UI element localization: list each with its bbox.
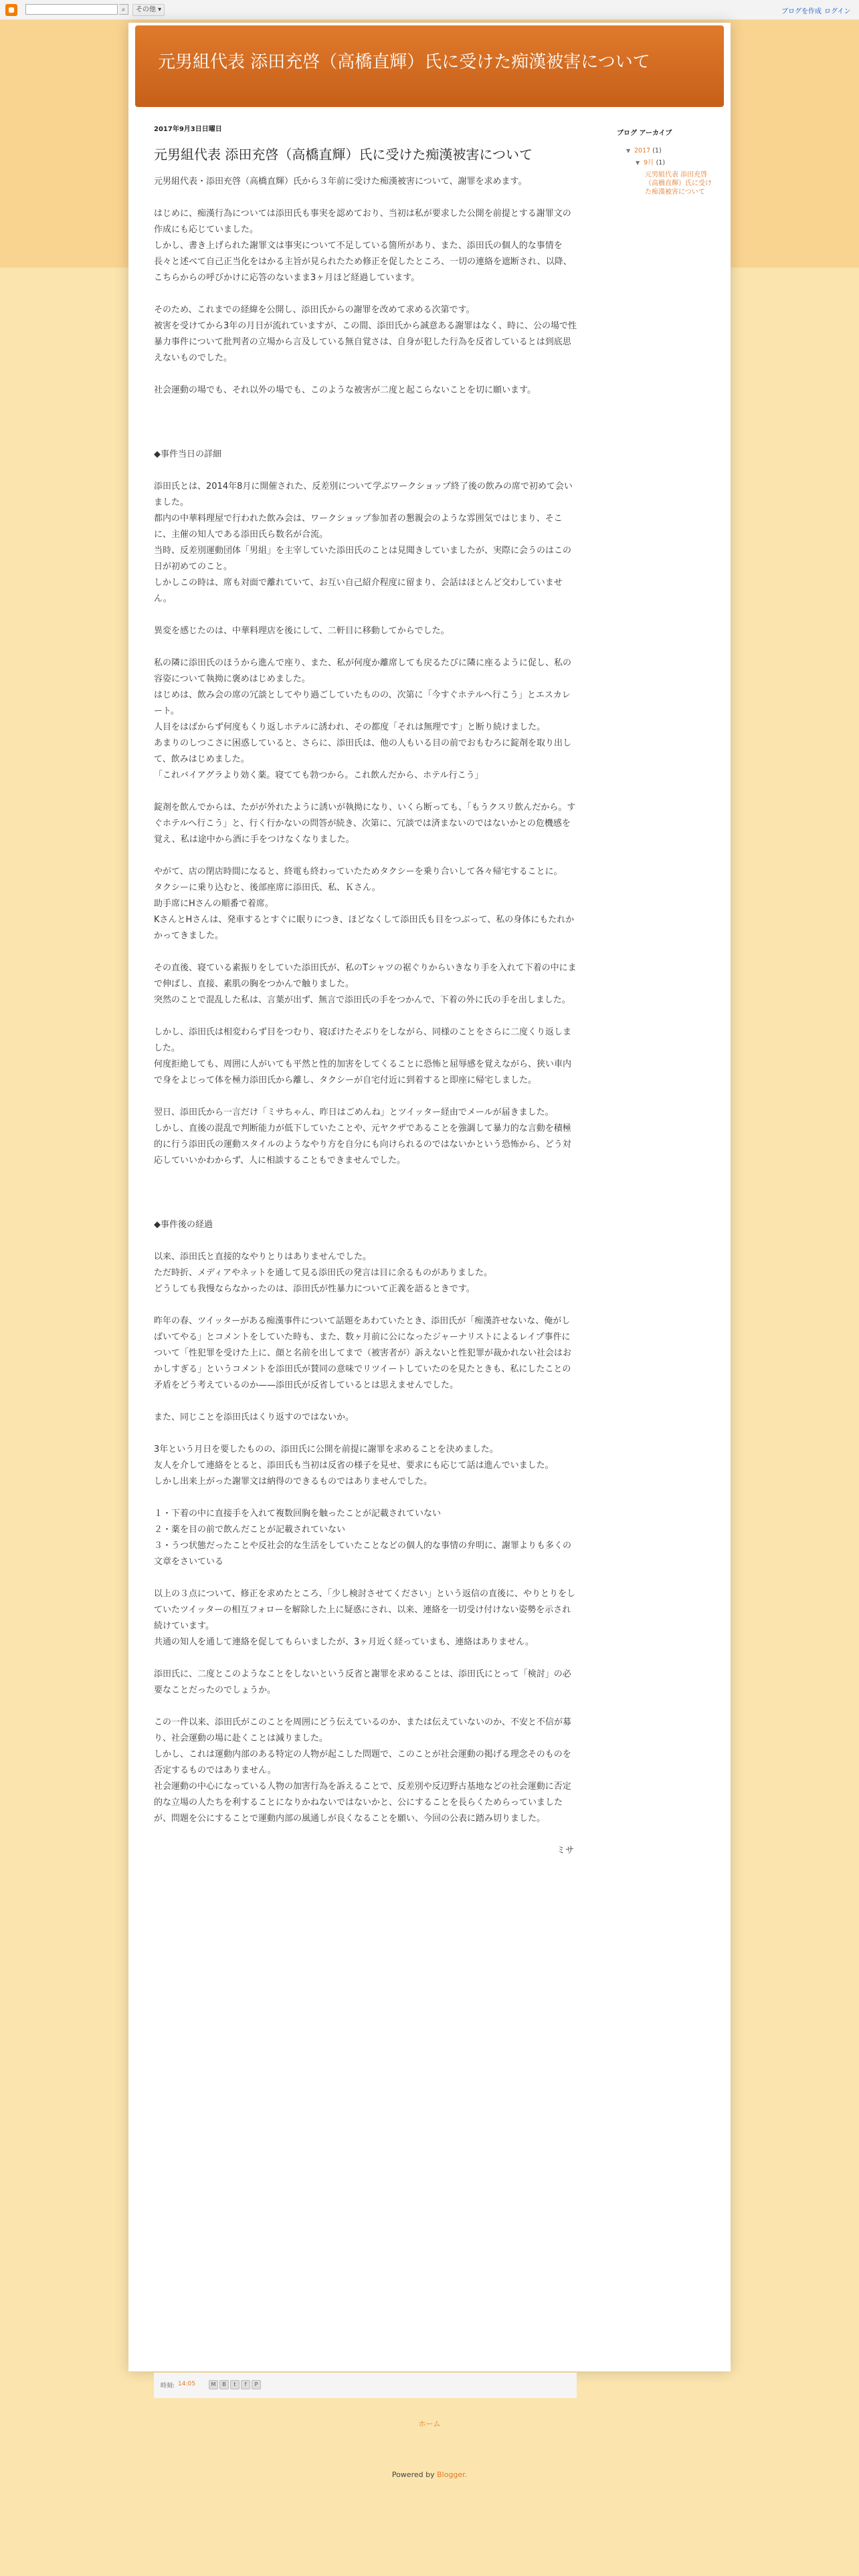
post-paragraph: 異変を感じたのは、中華料理店を後にして、二軒目に移動してからでした。 xyxy=(154,626,450,636)
post-paragraph: そのため、これまでの経緯を公開し、添田氏からの謝罪を改めて求める次第です。 被害を受けてから3年の月日が流れていますが、この間、添田氏から誠意ある謝罪はなく、時に、公の場で性暴力事件について批判者の立場から言及している無自覚さは、自身が犯した行為を反省しているとは到底思えないものでした。 xyxy=(154,305,577,363)
powered-by-text: Powered by xyxy=(391,2470,438,2479)
post-paragraph: はじめに、痴漢行為については添田氏も事実を認めており、当初は私が要求した公開を前提とする謝罪文の作成にも応じていました。 しかし、書き上げられた謝罪文は事実について不足している箇所があり、また、添田氏の個人的な事情を長々と述べて自己正当化をはかる主旨が見られたため修正を促したところ、一切の連絡を遮断され、以降、こちらからの呼びかけに応答のないまま3ヶ月ほど経過しています。 xyxy=(154,209,572,283)
archive-year-count: (1) xyxy=(652,147,662,154)
share-buttons xyxy=(209,2380,261,2389)
post-signature: ミサ xyxy=(556,1846,574,1856)
post-paragraph: また、同じことを添田氏はくり返すのではないか。 xyxy=(154,1412,355,1422)
post-title: 元男組代表 添田充啓（高橋直輝）氏に受けた痴漢被害について xyxy=(154,146,533,163)
post-paragraph: 添田氏とは、2014年8月に開催された、反差別について学ぶワークショップ終了後の飲みの席で初めて会いました。 都内の中華料理屋で行われた飲み会は、ワークショップ参加者の懇親会のような雰囲気ではじまり、そこに、主催の知人である添田氏ら数名が合流。 当時、反差別運動団体「男組」を主宰していた添田氏のことは見聞きしていましたが、実際に会うのはこの日が初めてのこと。 しかしこの時は、席も対面で離れていて、お互い自己紹介程度に留まり、会話はほとんど交わしていません。 xyxy=(154,481,573,604)
twitter-share-icon[interactable]: t xyxy=(230,2380,240,2389)
post-paragraph: この一件以来、添田氏がこのことを周囲にどう伝えているのか、または伝えていないのか、不安と不信が募り、社会運動の場に赴くことは減りました。 しかし、これは運動内部のある特定の人物が起こした問題で、このことが社会運動の掲げる理念そのものを否定するものではありません。 社会運動の中心になっている人物の加害行為を訴えることで、反差別や反辺野古基地などの社会運動に否定的な立場の人たちを利することになりかねないではないかと、公にすることを長らくためらっていましたが、問題を公にすることで運動内部の風通しが良くなることを願い、今回の公表に踏み切りました。 xyxy=(154,1717,572,1824)
post-paragraph: 以上の３点について、修正を求めたところ、「少し検討させてください」という返信の直後に、やりとりをしていたツイッターの相互フォローを解除した上に疑惑にされ、以来、連絡を一切受け付けない姿勢を示され続けています。 共通の知人を通して連絡を促してもらいましたが、3ヶ月近く経っていまも、連絡はありません。 xyxy=(154,1589,575,1647)
blogger-navbar xyxy=(0,0,859,20)
blog-archive-title: ブログ アーカイブ xyxy=(617,130,672,137)
archive-month-count: (1) xyxy=(656,159,666,167)
blog-title[interactable]: 元男組代表 添田充啓（高橋直輝）氏に受けた痴漢被害について xyxy=(158,52,650,72)
post-paragraph: しかし、添田氏は相変わらず目をつむり、寝ぼけたそぶりをしながら、同様のことをさらに二度くり返しました。 何度拒絶しても、周囲に人がいても平然と性的加害をしてくることに恐怖と屈辱感を覚えながら、狭い車内で身をよじって体を極力添田氏から離し、タクシーが自宅付近に到着すると即座に帰宅しました。 xyxy=(154,1027,572,1085)
post-paragraph xyxy=(154,1185,577,1201)
post-paragraph: 3年という月日を要したものの、添田氏に公開を前提に謝罪を求めることを決めました。 友人を介して連絡をとると、添田氏も当初は反省の様子を見せ、要求にも応じて話は進んでいました。 しかし出来上がった謝罪文は納得のできるものではありませんでした。 xyxy=(154,1444,554,1487)
collapse-toggle-icon[interactable]: ▼ xyxy=(636,160,640,166)
archive-post-link[interactable]: 元男組代表 添田充啓（高橋直輝）氏に受けた痴漢被害について xyxy=(645,171,712,196)
home-link[interactable]: ホーム xyxy=(418,2420,441,2428)
archive-year-link[interactable]: 2017 xyxy=(634,147,651,154)
post-paragraph: １・下着の中に直接手を入れて複数回胸を触ったことが記載されていない ２・薬を目の前で飲んだことが記載されていない ３・うつ状態だったことや反社会的な生活をしていたことなどの個人的な事情の弁明に、謝罪よりも多くの文章をさいている xyxy=(154,1509,572,1567)
post-paragraph: ◆事件後の経過 xyxy=(154,1220,213,1230)
sidebar xyxy=(617,127,717,197)
navbar-search-input[interactable] xyxy=(25,4,118,15)
facebook-share-icon[interactable]: f xyxy=(241,2380,250,2389)
create-blog-link[interactable]: ブログを作成 xyxy=(781,8,822,15)
pinterest-share-icon[interactable]: P xyxy=(252,2380,261,2389)
blogthis-share-icon[interactable]: B xyxy=(219,2380,229,2389)
collapse-toggle-icon[interactable]: ▼ xyxy=(626,148,631,154)
post-timestamp-link[interactable]: 14:05 xyxy=(178,2381,195,2387)
post-paragraph: 添田氏に、二度とこのようなことをしないという反省と謝罪を求めることは、添田氏にとって「検討」の必要なことだったのでしょうか。 xyxy=(154,1669,571,1695)
powered-by xyxy=(128,2470,731,2479)
post-paragraph: その直後、寝ている素振りをしていた添田氏が、私のTシャツの裾ぐりからいきなり手を入れて下着の中にまで伸ばし、直接、素肌の胸をつかんで触りました。 突然のことで混乱した私は、言葉が出ず、無言で添田氏の手をつかんで、下着の外に氏の手を出しました。 xyxy=(154,963,577,1005)
post-paragraph: やがて、店の閉店時間になると、終電も終わっていたためタクシーを乗り合いして各々帰宅することに。 タクシーに乗り込むと、後部座席に添田氏、私、Ｋさん。 助手席にHさんの順番で着席。 KさんとHさんは、発車するとすぐに眠りにつき、ほどなくして添田氏も目をつぶって、私の身体にもたれかかってきました。 xyxy=(154,867,575,941)
main-column xyxy=(154,123,577,1875)
post-paragraph: 元男組代表・添田充啓（高橋直輝）氏から３年前に受けた痴漢被害について、謝罪を求めます。 xyxy=(154,177,527,187)
post-paragraph: 社会運動の場でも、それ以外の場でも、このような被害が二度と起こらないことを切に願います。 xyxy=(154,385,536,395)
post-body xyxy=(154,174,577,1859)
post-paragraph: 私の隣に添田氏のほうから進んで座り、また、私が何度か離席しても戻るたびに隣に座るように促し、私の容姿について執拗に褒めはじめました。 はじめは、飲み会の席の冗談としてやり過ごしていたものの、次第に「今すぐホテルへ行こう」とエスカレート。 人目をはばからず何度もくり返しホテルに誘われ、その都度「それは無理です」と断り続けました。 あまりのしつこさに困惑していると、さらに、添田氏は、他の人もいる目の前でおもむろに錠剤を取り出して、飲みはじめました。 「これバイアグラより効く薬。寝てても勃つから。これ飲んだから、ホテル行こう」 xyxy=(154,658,572,780)
blogger-logo-icon[interactable] xyxy=(5,4,17,16)
post-footer xyxy=(154,2373,577,2398)
post-date: 2017年9月3日日曜日 xyxy=(154,126,222,133)
post-paragraph: 昨年の春、ツイッターがある痴漢事件について話題をあわていたとき、添田氏が「痴漢許せないな、俺がしばいてやる」とコメントをしていた時も、また、数ヶ月前に公になったジャーナリストによるレイプ事件について「性犯罪を受けた上に、顔と名前を出してまで（被害者が）訴えないと性犯罪が裁かれない社会はおかしすぎる」というコメントを添田氏が賛同の意味でリツイートしていたのを見たときも、私にしたことの矛盾をどう考えているのか——添田氏が反省しているとは思えませんでした。 xyxy=(154,1316,572,1390)
blog-header xyxy=(135,25,724,107)
post-paragraph: 翌日、添田氏から一言だけ「ミサちゃん、昨日はごめんね」とツイッター経由でメールが届きました。 しかし、直後の混乱で判断能力が低下していたことや、元ヤクザであることを強調して暴力的な言動を積極的に行う添田氏の運動スタイルのようなやり方を自分にも向けられるのではないかという恐怖から、どう対応していいかわからず、人に相談することもできませんでした。 xyxy=(154,1107,571,1166)
archive-month-row xyxy=(636,158,717,168)
archive-month-link[interactable]: 9月 xyxy=(644,159,654,167)
post-paragraph: 錠剤を飲んでからは、たがが外れたように誘いが執拗になり、いくら断っても、「もうクスリ飲んだから。すぐホテルへ行こう」と、行く行かないの問答が続き、次第に、冗談では済まないのではないかとの危機感を覚え、私は途中から酒に手をつけなくなりました。 xyxy=(154,802,576,845)
email-share-icon[interactable]: M xyxy=(209,2380,218,2389)
login-link[interactable]: ログイン xyxy=(824,8,851,15)
post-paragraph xyxy=(154,415,577,431)
blogger-link[interactable]: Blogger. xyxy=(437,2470,468,2479)
post-paragraph: 以来、添田氏と直接的なやりとりはありませんでした。 ただ時折、メディアやネットを通して見る添田氏の発言は目に余るものがありました。 どうしても我慢ならなかったのは、添田氏が性暴力について正義を語るときです。 xyxy=(154,1252,492,1294)
posted-time-label: 時刻: xyxy=(161,2383,175,2389)
blog-content-column xyxy=(128,23,731,2479)
archive-year-row xyxy=(626,146,717,156)
search-icon[interactable]: ⌕ xyxy=(119,4,128,15)
navbar-more-button[interactable]: その他 ▾ xyxy=(132,4,165,16)
post-paragraph: ◆事件当日の詳細 xyxy=(154,449,221,459)
